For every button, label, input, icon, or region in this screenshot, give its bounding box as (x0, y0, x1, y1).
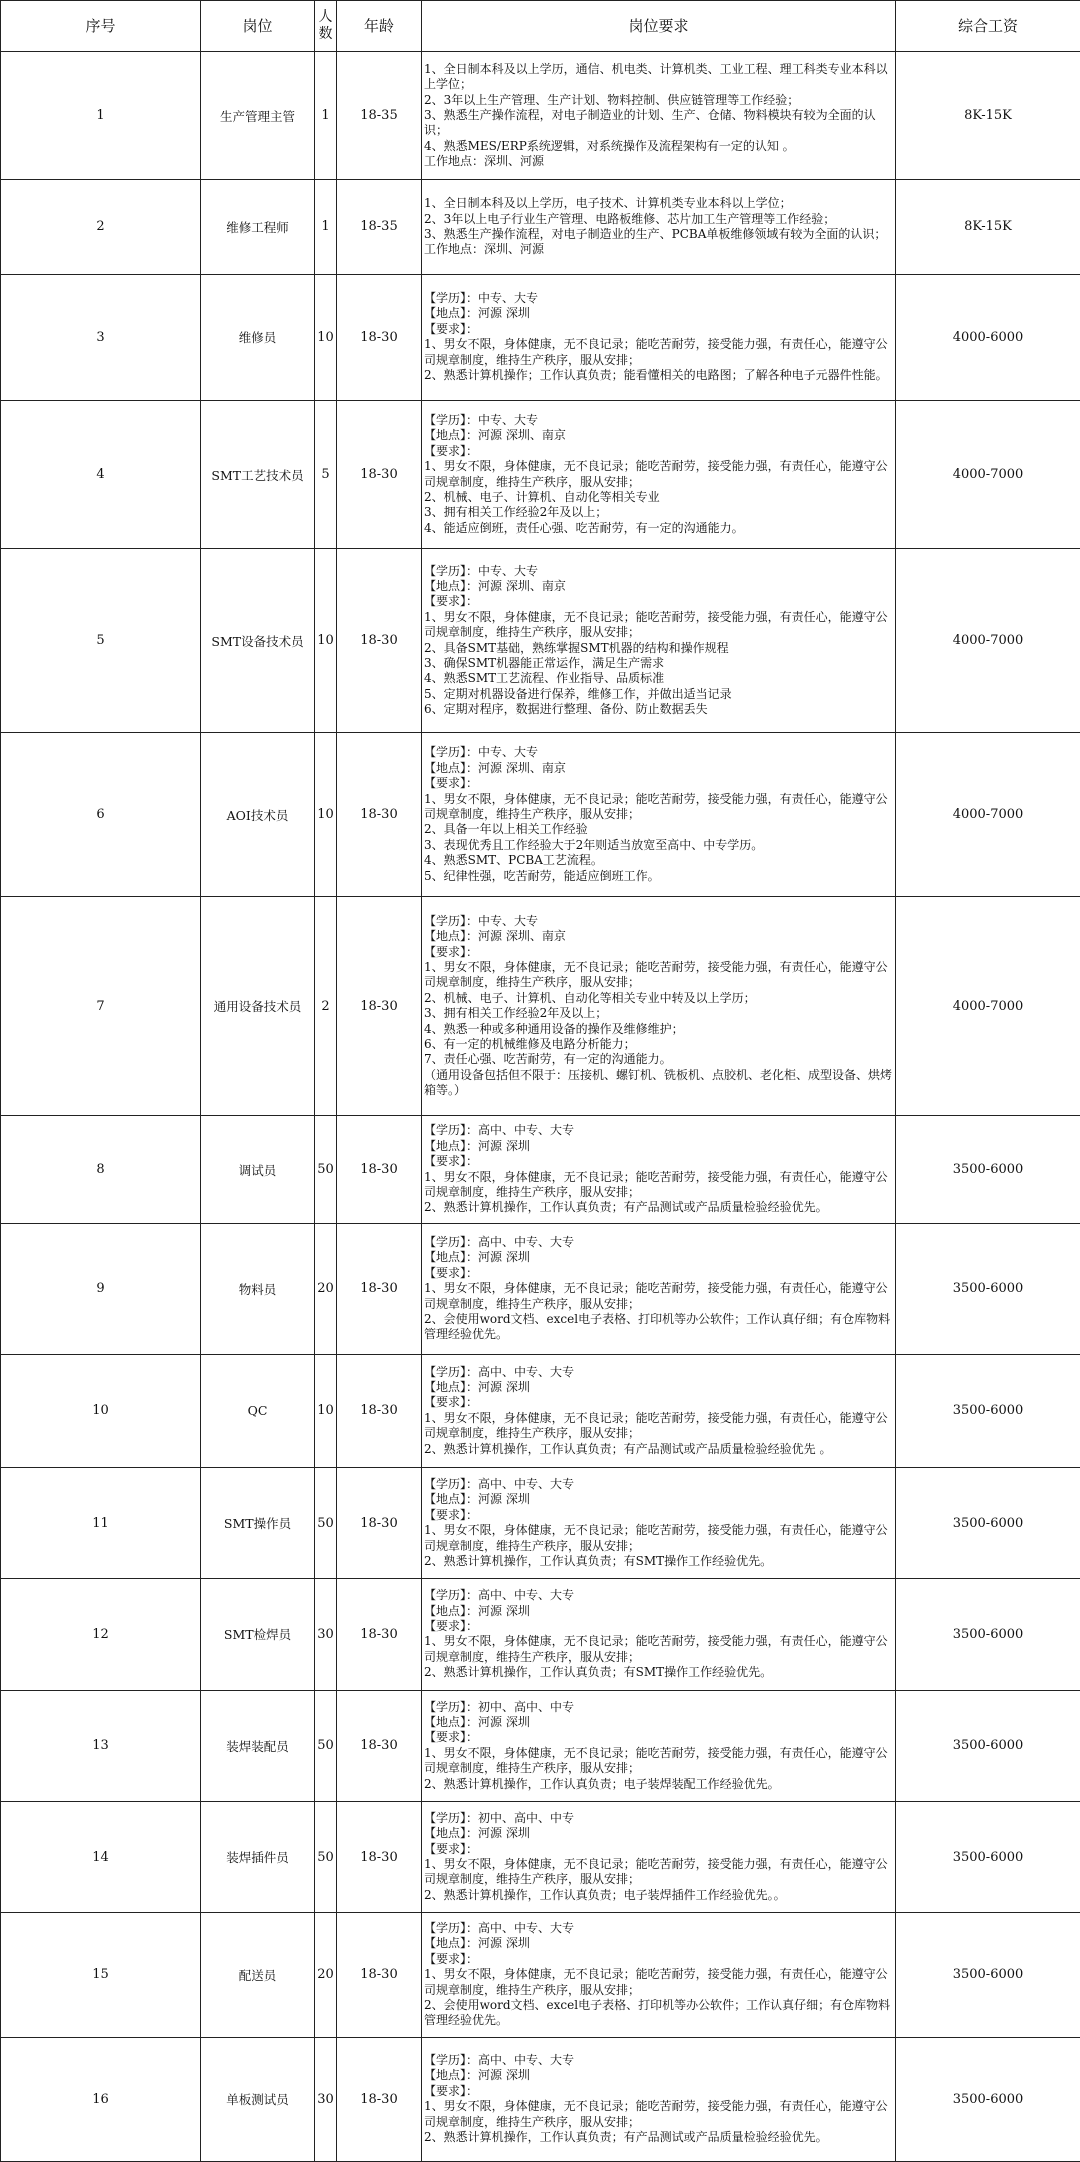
requirement-line: 3、确保SMT机器能正常运作，满足生产需求 (424, 656, 665, 671)
position-name: 调试员 (201, 1115, 315, 1223)
requirement-line: 2、会使用word文档、excel电子表格、打印机等办公软件；工作认真仔细；有仓库物料管理经验优先。 (424, 1997, 891, 2028)
salary-range: 3500-6000 (896, 1224, 1080, 1354)
requirement-line: 【地点】：河源 深圳、南京 (424, 929, 566, 944)
requirement-line: 【地点】：河源 深圳 (424, 1936, 530, 1951)
row-number: 10 (1, 1354, 201, 1467)
requirement-line: 【地点】：河源 深圳 (424, 1138, 530, 1153)
requirement-line: 2、熟悉计算机操作，工作认真负责；有SMT操作工作经验优先。 (424, 1665, 773, 1680)
salary-range: 3500-6000 (896, 1801, 1080, 1912)
header-row (1, 1, 1080, 52)
age-range: 18-30 (337, 732, 422, 896)
age-range: 18-35 (337, 180, 422, 274)
age-range: 18-30 (337, 1354, 422, 1467)
requirement-line: 5、定期对机器设备进行保养，维修工作，并做出适当记录 (424, 686, 732, 701)
requirement-line: 【学历】：中专、大专 (424, 913, 539, 928)
requirement-line: 【学历】：中专、大专 (424, 291, 539, 306)
requirement-line: 【地点】：河源 深圳 (424, 1826, 530, 1841)
requirements-cell (422, 897, 896, 1116)
headcount: 20 (315, 1224, 337, 1354)
requirement-line: 5、纪律性强，吃苦耐劳，能适应倒班工作。 (424, 868, 660, 883)
salary-range: 4000-7000 (896, 732, 1080, 896)
table-row (1, 180, 1080, 274)
requirement-line: 4、能适应倒班，责任心强、吃苦耐劳，有一定的沟通能力。 (424, 520, 744, 535)
table-row (1, 1467, 1080, 1578)
salary-range: 4000-6000 (896, 274, 1080, 400)
requirements-cell (422, 1224, 896, 1354)
requirements-cell (422, 1354, 896, 1467)
requirement-line: 2、具备SMT基础，熟练掌握SMT机器的结构和操作规程 (424, 640, 729, 655)
headcount: 50 (315, 1115, 337, 1223)
position-name: 生产管理主管 (201, 52, 315, 180)
age-range: 18-30 (337, 1224, 422, 1354)
table-body (1, 52, 1080, 2162)
requirements-cell (422, 1579, 896, 1690)
requirement-line: 1、男女不限，身体健康，无不良记录；能吃苦耐劳，接受能力强，有责任心，能遵守公司规章制度，维持生产秩序，服从安排； (424, 1410, 888, 1441)
requirement-line: 2、3年以上电子行业生产管理、电路板维修、芯片加工生产管理等工作经验； (424, 211, 836, 226)
age-range: 18-30 (337, 1690, 422, 1801)
table-row (1, 1115, 1080, 1223)
row-number: 1 (1, 52, 201, 180)
requirement-line: 1、全日制本科及以上学历，通信、机电类、计算机类、工业工程、理工科类专业本科以上学位； (424, 61, 888, 92)
headcount: 5 (315, 400, 337, 548)
row-number: 13 (1, 1690, 201, 1801)
requirement-line: 【要求】： (424, 1395, 479, 1410)
headcount: 20 (315, 1913, 337, 2037)
requirements-cell (422, 2037, 896, 2161)
requirement-line: 3、熟悉生产操作流程，对电子制造业的生产、PCBA单板维修领域有较为全面的认识； (424, 226, 887, 241)
salary-range: 3500-6000 (896, 2037, 1080, 2161)
headcount: 2 (315, 897, 337, 1116)
headcount: 50 (315, 1690, 337, 1801)
requirement-line: 4、熟悉一种或多种通用设备的操作及维修维护； (424, 1021, 684, 1036)
table-row (1, 897, 1080, 1116)
requirement-line: （通用设备包括但不限于：压接机、螺钉机、铣板机、点胶机、老化柜、成型设备、烘烤箱等。） (424, 1067, 893, 1098)
table-row (1, 400, 1080, 548)
requirement-line: 1、男女不限，身体健康，无不良记录；能吃苦耐劳，接受能力强，有责任心，能遵守公司规章制度，维持生产秩序，服从安排； (424, 1967, 888, 1997)
headcount: 1 (315, 52, 337, 180)
requirements-cell (422, 1467, 896, 1578)
table-row (1, 1579, 1080, 1690)
age-range: 18-30 (337, 2037, 422, 2161)
requirement-line: 4、熟悉SMT工艺流程、作业指导、品质标准 (424, 671, 665, 686)
age-range: 18-30 (337, 549, 422, 733)
headcount: 1 (315, 180, 337, 274)
requirement-line: 1、男女不限，身体健康，无不良记录；能吃苦耐劳，接受能力强，有责任心，能遵守公司规章制度，维持生产秩序，服从安排； (424, 1281, 888, 1311)
salary-range: 4000-7000 (896, 400, 1080, 548)
table-row (1, 732, 1080, 896)
age-range: 18-30 (337, 1801, 422, 1912)
requirement-line: 【学历】：中专、大专 (424, 745, 539, 760)
requirement-line: 1、男女不限，身体健康，无不良记录；能吃苦耐劳，接受能力强，有责任心，能遵守公司规章制度，维持生产秩序，服从安排； (424, 1169, 888, 1200)
table-row (1, 1354, 1080, 1467)
requirements-cell (422, 549, 896, 733)
headcount: 50 (315, 1467, 337, 1578)
table-row (1, 2037, 1080, 2161)
requirements-cell (422, 180, 896, 274)
requirement-line: 【地点】：河源 深圳 (424, 1603, 530, 1618)
requirement-line: 【学历】：高中、中专、大专 (424, 2053, 575, 2068)
salary-range: 3500-6000 (896, 1467, 1080, 1578)
headcount: 10 (315, 732, 337, 896)
requirement-line: 2、熟悉计算机操作，工作认真负责；有SMT操作工作经验优先。 (424, 1553, 773, 1568)
position-name: SMT操作员 (201, 1467, 315, 1578)
position-name: 配送员 (201, 1913, 315, 2037)
requirement-line: 2、会使用word文档、excel电子表格、打印机等办公软件；工作认真仔细；有仓库物料管理经验优先。 (424, 1312, 891, 1342)
age-range: 18-30 (337, 274, 422, 400)
position-name: SMT工艺技术员 (201, 400, 315, 548)
headcount: 30 (315, 2037, 337, 2161)
requirement-line: 【学历】：高中、中专、大专 (424, 1235, 575, 1250)
requirement-line: 【地点】：河源 深圳、南京 (424, 579, 566, 594)
requirement-line: 【地点】：河源 深圳 (424, 1714, 530, 1729)
headcount: 50 (315, 1801, 337, 1912)
requirement-line: 【学历】：中专、大专 (424, 413, 539, 428)
position-name: 维修员 (201, 274, 315, 400)
requirement-line: 1、男女不限，身体健康，无不良记录；能吃苦耐劳，接受能力强，有责任心，能遵守公司规章制度，维持生产秩序，服从安排； (424, 791, 888, 821)
row-number: 15 (1, 1913, 201, 2037)
requirement-line: 1、男女不限，身体健康，无不良记录；能吃苦耐劳，接受能力强，有责任心，能遵守公司规章制度，维持生产秩序，服从安排； (424, 609, 888, 640)
position-name: QC (201, 1354, 315, 1467)
requirement-line: 【地点】：河源 深圳、南京 (424, 760, 566, 775)
requirements-cell (422, 1801, 896, 1912)
row-number: 7 (1, 897, 201, 1116)
header-count: 人数 (315, 1, 337, 52)
header-no: 序号 (1, 1, 201, 52)
salary-range: 8K-15K (896, 180, 1080, 274)
headcount: 10 (315, 274, 337, 400)
requirements-cell (422, 1115, 896, 1223)
table-row (1, 1913, 1080, 2037)
row-number: 6 (1, 732, 201, 896)
requirement-line: 【地点】：河源 深圳 (424, 1492, 530, 1507)
requirement-line: 【学历】：初中、高中、中专 (424, 1699, 575, 1714)
requirements-cell (422, 52, 896, 180)
row-number: 4 (1, 400, 201, 548)
table-row (1, 52, 1080, 180)
requirement-line: 1、男女不限，身体健康，无不良记录；能吃苦耐劳，接受能力强，有责任心，能遵守公司规章制度，维持生产秩序，服从安排； (424, 337, 888, 367)
requirement-line: 【要求】： (424, 1507, 479, 1522)
requirement-line: 【要求】： (424, 776, 479, 791)
requirement-line: 1、全日制本科及以上学历，电子技术、计算机类专业本科以上学位； (424, 196, 792, 211)
position-name: 装焊装配员 (201, 1690, 315, 1801)
age-range: 18-30 (337, 1115, 422, 1223)
requirement-line: 2、3年以上生产管理、生产计划、物料控制、供应链管理等工作经验； (424, 92, 800, 107)
requirement-line: 7、责任心强、吃苦耐劳，有一定的沟通能力。 (424, 1052, 672, 1067)
requirement-line: 【要求】： (424, 944, 479, 959)
header-age: 年龄 (337, 1, 422, 52)
requirement-line: 2、具备一年以上相关工作经验 (424, 822, 588, 837)
requirement-line: 【要求】： (424, 1730, 479, 1745)
requirement-line: 【要求】： (424, 1951, 479, 1966)
requirement-line: 1、男女不限，身体健康，无不良记录；能吃苦耐劳，接受能力强，有责任心，能遵守公司规章制度，维持生产秩序，服从安排； (424, 459, 888, 489)
requirement-line: 6、定期对程序，数据进行整理、备份、防止数据丢失 (424, 702, 708, 717)
age-range: 18-30 (337, 897, 422, 1116)
position-name: 维修工程师 (201, 180, 315, 274)
requirements-cell (422, 1690, 896, 1801)
age-range: 18-30 (337, 1579, 422, 1690)
requirement-line: 2、熟悉计算机操作，工作认真负责；有产品测试或产品质量检验经验优先。 (424, 2130, 828, 2145)
requirement-line: 【要求】： (424, 1265, 479, 1280)
position-name: 通用设备技术员 (201, 897, 315, 1116)
header-position: 岗位 (201, 1, 315, 52)
requirement-line: 【地点】：河源 深圳 (424, 1379, 530, 1394)
salary-range: 3500-6000 (896, 1690, 1080, 1801)
requirement-line: 【要求】： (424, 2083, 479, 2098)
requirement-line: 3、熟悉生产操作流程，对电子制造业的计划、生产、仓储、物料模块有较为全面的认识； (424, 107, 876, 138)
table-row (1, 1224, 1080, 1354)
header-salary: 综合工资 (896, 1, 1080, 52)
requirement-line: 1、男女不限，身体健康，无不良记录；能吃苦耐劳，接受能力强，有责任心，能遵守公司规章制度，维持生产秩序，服从安排； (424, 1745, 888, 1776)
requirement-line: 工作地点：深圳、河源 (424, 242, 545, 257)
requirement-line: 【要求】： (424, 321, 479, 336)
requirement-line: 1、男女不限，身体健康，无不良记录；能吃苦耐劳，接受能力强，有责任心，能遵守公司规章制度，维持生产秩序，服从安排； (424, 1857, 888, 1887)
requirements-cell (422, 1913, 896, 2037)
age-range: 18-35 (337, 52, 422, 180)
requirement-line: 3、拥有相关工作经验2年及以上； (424, 1006, 608, 1021)
requirement-line: 2、熟悉计算机操作，工作认真负责；电子装焊插件工作经验优先。。 (424, 1887, 786, 1902)
requirement-line: 2、熟悉计算机操作，工作认真负责；电子装焊装配工作经验优先。 (424, 1776, 780, 1791)
requirement-line: 【地点】：河源 深圳 (424, 2068, 530, 2083)
position-name: SMT设备技术员 (201, 549, 315, 733)
row-number: 16 (1, 2037, 201, 2161)
requirement-line: 工作地点：深圳、河源 (424, 154, 545, 169)
requirement-line: 2、熟悉计算机操作，工作认真负责；有产品测试或产品质量检验经验优先。 (424, 1200, 828, 1215)
salary-range: 4000-7000 (896, 897, 1080, 1116)
row-number: 11 (1, 1467, 201, 1578)
table-header (1, 1, 1080, 52)
requirement-line: 3、拥有相关工作经验2年及以上； (424, 505, 608, 520)
row-number: 2 (1, 180, 201, 274)
row-number: 12 (1, 1579, 201, 1690)
row-number: 8 (1, 1115, 201, 1223)
table-row (1, 549, 1080, 733)
headcount: 10 (315, 1354, 337, 1467)
requirement-line: 【地点】：河源 深圳 (424, 1250, 530, 1265)
requirement-line: 4、熟悉SMT、PCBA工艺流程。 (424, 853, 603, 868)
salary-range: 8K-15K (896, 52, 1080, 180)
requirement-line: 【学历】：高中、中专、大专 (424, 1123, 575, 1138)
row-number: 5 (1, 549, 201, 733)
position-name: AOI技术员 (201, 732, 315, 896)
salary-range: 3500-6000 (896, 1354, 1080, 1467)
salary-range: 3500-6000 (896, 1913, 1080, 2037)
requirement-line: 1、男女不限，身体健康，无不良记录；能吃苦耐劳，接受能力强，有责任心，能遵守公司规章制度，维持生产秩序，服从安排； (424, 2099, 888, 2129)
requirement-line: 6、有一定的机械维修及电路分析能力； (424, 1036, 636, 1051)
row-number: 9 (1, 1224, 201, 1354)
requirement-line: 3、表现优秀且工作经验大于2年则适当放宽至高中、中专学历。 (424, 837, 764, 852)
position-name: 装焊插件员 (201, 1801, 315, 1912)
row-number: 3 (1, 274, 201, 400)
requirement-line: 【学历】：高中、中专、大专 (424, 1920, 575, 1935)
requirements-cell (422, 732, 896, 896)
age-range: 18-30 (337, 400, 422, 548)
salary-range: 3500-6000 (896, 1115, 1080, 1223)
requirement-line: 【地点】：河源 深圳 (424, 306, 530, 321)
salary-range: 3500-6000 (896, 1579, 1080, 1690)
position-name: 物料员 (201, 1224, 315, 1354)
requirement-line: 1、男女不限，身体健康，无不良记录；能吃苦耐劳，接受能力强，有责任心，能遵守公司规章制度，维持生产秩序，服从安排； (424, 1634, 888, 1664)
requirement-line: 【要求】： (424, 443, 479, 458)
requirement-line: 【要求】： (424, 594, 479, 609)
requirement-line: 【地点】：河源 深圳、南京 (424, 428, 566, 443)
requirements-cell (422, 400, 896, 548)
requirement-line: 2、机械、电子、计算机、自动化等相关专业 (424, 490, 660, 505)
requirement-line: 【学历】：高中、中专、大专 (424, 1588, 575, 1603)
requirement-line: 【学历】：初中、高中、中专 (424, 1810, 575, 1825)
table-row (1, 1801, 1080, 1912)
requirement-line: 【要求】： (424, 1841, 479, 1856)
requirement-line: 【要求】： (424, 1154, 479, 1169)
requirement-line: 2、熟悉计算机操作；工作认真负责；能看懂相关的电路图；了解各种电子元器件性能。 (424, 368, 888, 383)
requirement-line: 2、熟悉计算机操作，工作认真负责；有产品测试或产品质量检验经验优先 。 (424, 1441, 832, 1456)
header-requirements: 岗位要求 (422, 1, 896, 52)
age-range: 18-30 (337, 1913, 422, 2037)
requirement-line: 2、机械、电子、计算机、自动化等相关专业中转及以上学历； (424, 990, 756, 1005)
salary-range: 4000-7000 (896, 549, 1080, 733)
requirements-cell (422, 274, 896, 400)
position-name: SMT检焊员 (201, 1579, 315, 1690)
requirement-line: 【学历】：中专、大专 (424, 563, 539, 578)
requirement-line: 4、熟悉MES/ERP系统逻辑，对系统操作及流程架构有一定的认知 。 (424, 138, 795, 153)
table-row (1, 1690, 1080, 1801)
requirement-line: 【学历】：高中、中专、大专 (424, 1364, 575, 1379)
table-row (1, 274, 1080, 400)
age-range: 18-30 (337, 1467, 422, 1578)
requirement-line: 1、男女不限，身体健康，无不良记录；能吃苦耐劳，接受能力强，有责任心，能遵守公司规章制度，维持生产秩序，服从安排； (424, 959, 888, 990)
requirement-line: 【学历】：高中、中专、大专 (424, 1476, 575, 1491)
headcount: 30 (315, 1579, 337, 1690)
requirement-line: 1、男女不限，身体健康，无不良记录；能吃苦耐劳，接受能力强，有责任心，能遵守公司规章制度，维持生产秩序，服从安排； (424, 1523, 888, 1553)
requirement-line: 【要求】： (424, 1619, 479, 1633)
position-name: 单板测试员 (201, 2037, 315, 2161)
headcount: 10 (315, 549, 337, 733)
row-number: 14 (1, 1801, 201, 1912)
